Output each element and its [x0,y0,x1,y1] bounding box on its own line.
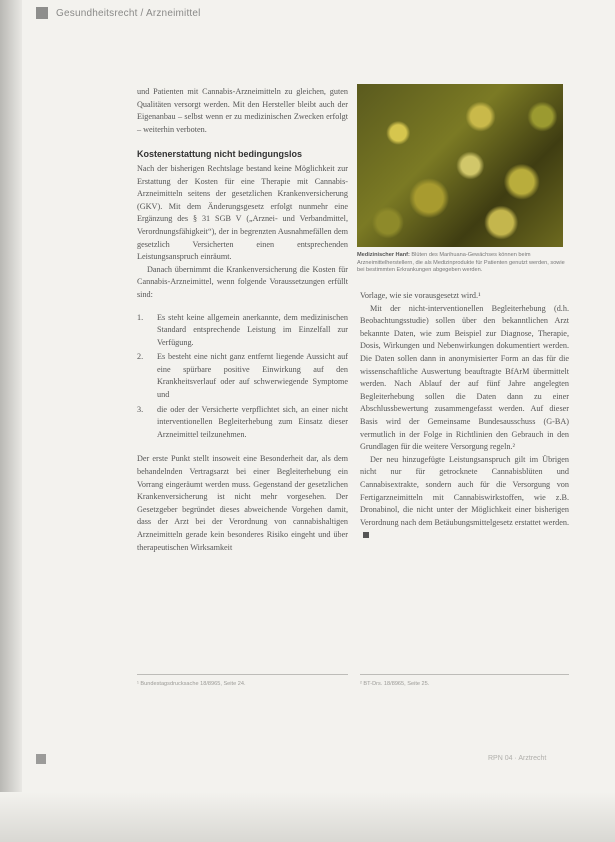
intro-paragraph: und Patienten mit Cannabis-Arzneimitteln zu gleichen, guten Qualitäten versorgt werden. Mit den Hersteller bleibt auch der Eigenanbau – selbst wenn er zu medizinischen Zwecken erfolgt – weiterhin verboten. [137,87,348,134]
scan-shadow-left [0,0,22,842]
list-number: 2. [137,352,144,362]
footnote-left: ¹ Bundestagsdrucksache 18/8965, Seite 24. [137,681,246,687]
footnote-divider-right [360,674,569,675]
right-paragraph-0: Vorlage, wie sie vorausgesetzt wird.¹ [360,291,481,300]
right-paragraph-2 [360,454,569,542]
list-item [137,404,348,442]
footnote-right: ² BT-Drs. 18/8965, Seite 25. [360,681,430,687]
cannabis-photo [357,84,563,247]
scan-shadow-bottom [0,792,615,842]
footer-journal: RPN 04 · Arztrecht [488,755,547,762]
right-paragraph-2-text: Der neu hinzugefügte Leistungsanspruch gilt im Übrigen nicht nur für getrocknete Cannabisblüten und Cannabisextrakte, sondern auch für die Versorgung von Fertigarzneimitteln mit Cannabiswirkstoffen, wie z.B. Dronabinol, die nicht unter der Möglichkeit einer bisherigen Verordnung nach dem Betäubungsmittelgesetz erstattet werden. [360,454,569,527]
right-paragraph-1: Mit der nicht-interventionellen Begleiterhebung (d.h. Beobachtungsstudie) sollen über den bekanntlichen Arzt bekannte Daten, wie zum Beispiel zur Diagnose, Therapie, Dosis, Wirkungen und Nebenwirkungen dokumentiert werden. Die Daten sollen dann in anonymisierter Form an das für die wissenschaftliche Auswertung beauftragte BfArM übermittelt werden. Nach Ablauf der auf fünf Jahre angelegten Begleiterhebung sollen die Daten dann zu einer Abschlussbewertung zusammengefasst werden. Auf dieser Basis wird der Gemeinsame Bundesausschuss (G-BA) vermutlich in der Folge in Richtlinien den Gebrauch in den Grundlagen für die weitere Versorgung regeln.² [360,303,569,452]
paragraph-3: Der erste Punkt stellt insoweit eine Besonderheit dar, als dem behandelnden Vertragsarzt bei einer Begleiterhebung ein Vorrang eingeräumt werden muss. Gegenstand der gesetzlichen Krankenversicherung ist nicht mehr vorgesehen. Der Gesetzgeber begründet dieses abweichende Vorgehen damit, dass der Arzt bei der Verordnung von cannabishaltigen Arzneimitteln gerade kein besonderes Risiko eingeht und über therapeutischen Wirksamkeit [137,454,348,552]
list-text: Es steht keine allgemein anerkannte, dem medizinischen Standard entsprechende Leistung im Einzelfall zur Verfügung. [157,312,348,347]
running-header [36,4,201,22]
right-column [360,290,569,542]
paragraph-1: Nach der bisherigen Rechtslage bestand keine Möglichkeit zur Erstattung der Kosten für eine Therapie mit Cannabis-Arzneimitteln seitens der gesetzlichen Krankenversicherung (GKV). Mit dem Änderungsgesetz erfolgt nunmehr eine Ergänzung des § 31 SGB V („Arznei- und Verbandmittel, Verordnungsfähigkeit“), der in begrenzten Ausnahmefällen dem gesetzlich Versicherten einen entsprechenden Leistungsanspruch einräumt. [137,163,348,262]
end-mark-icon [363,532,369,538]
caption-text: Blüten des Marihuana-Gewächses können beim Arzneimittelherstellern, die als Medizinprodukte für Patienten genutzt werden, sowie bei bestimmten Erkrankungen abgegeben werden. [357,252,565,274]
page-marker-icon [36,754,46,764]
figure-caption [357,252,565,275]
paragraph-2: Danach übernimmt die Krankenversicherung die Kosten für Cannabis-Arzneimittel, wenn folgende Voraussetzungen erfüllt sind: [137,264,348,299]
list-number: 1. [137,312,144,322]
list-text: Es besteht eine nicht ganz entfernt liegende Aussicht auf eine spürbare positive Einwirkung auf den Krankheitsverlauf oder auf schwerwiegende Symptome und [157,352,348,400]
caption-bold: Medizinischer Hanf: [357,252,410,258]
list-item [137,351,348,401]
section-heading: Kostenerstattung nicht bedingungslos [137,149,303,160]
header-title: Gesundheitsrecht / Arzneimittel [56,7,201,19]
list-text: die oder der Versicherte verpflichtet sich, an einer nicht interventionellen Begleiterhebung zum Einsatz dieser Arzneimittel teilzunehmen. [157,404,348,439]
footnote-divider-left [137,674,348,675]
header-square-icon [36,7,48,19]
left-column [137,86,348,554]
list-item [137,312,348,350]
list-number: 3. [137,404,144,414]
conditions-list [137,312,348,442]
